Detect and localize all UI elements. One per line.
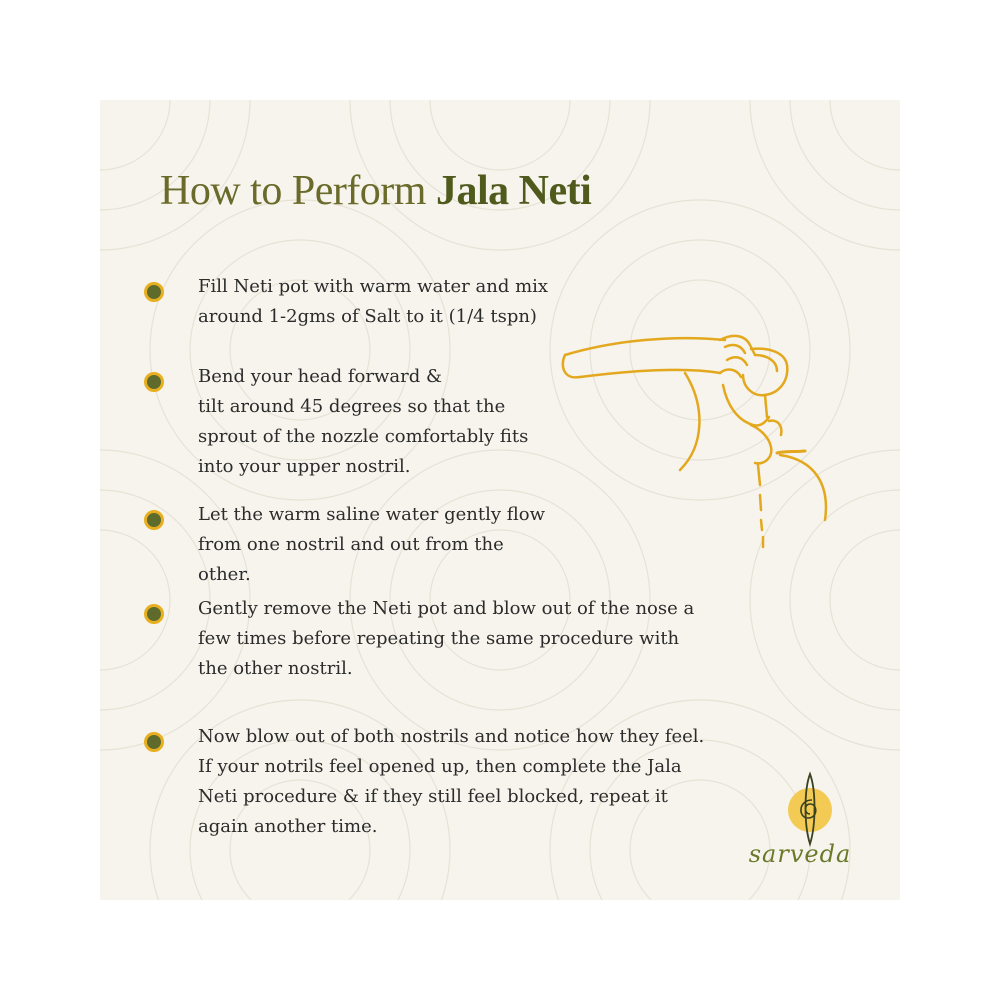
step-text: Gently remove the Neti pot and blow out of the nose a few times before repeating the same procedure with the other nostril. (198, 598, 695, 679)
brand-name: sarveda (748, 840, 852, 868)
bullet-icon (144, 732, 164, 752)
bullet-icon (144, 510, 164, 530)
title-bold: Jala Neti (435, 168, 592, 214)
step-text: Bend your head forward & tilt around 45 degrees so that the sprout of the nozzle comfortably fits into your upper nostril. (198, 366, 529, 477)
sarveda-logo-icon (784, 770, 836, 848)
step-text: Let the warm saline water gently flow from one nostril and out from the other. (198, 504, 545, 585)
brand-logo (740, 770, 880, 880)
bullet-icon (144, 372, 164, 392)
bullet-icon (144, 604, 164, 624)
neti-pot-line-illustration (555, 325, 845, 565)
title-regular: How to Perform (160, 168, 436, 214)
step-text: Fill Neti pot with warm water and mix around 1-2gms of Salt to it (1/4 tspn) (198, 276, 549, 327)
step-text: Now blow out of both nostrils and notice how they feel. If your notrils feel opened up, then complete the Jala Neti procedure & if they still feel blocked, repeat it again another time. (198, 726, 705, 837)
bullet-icon (144, 282, 164, 302)
instruction-card (100, 100, 900, 900)
page-title (160, 164, 591, 218)
